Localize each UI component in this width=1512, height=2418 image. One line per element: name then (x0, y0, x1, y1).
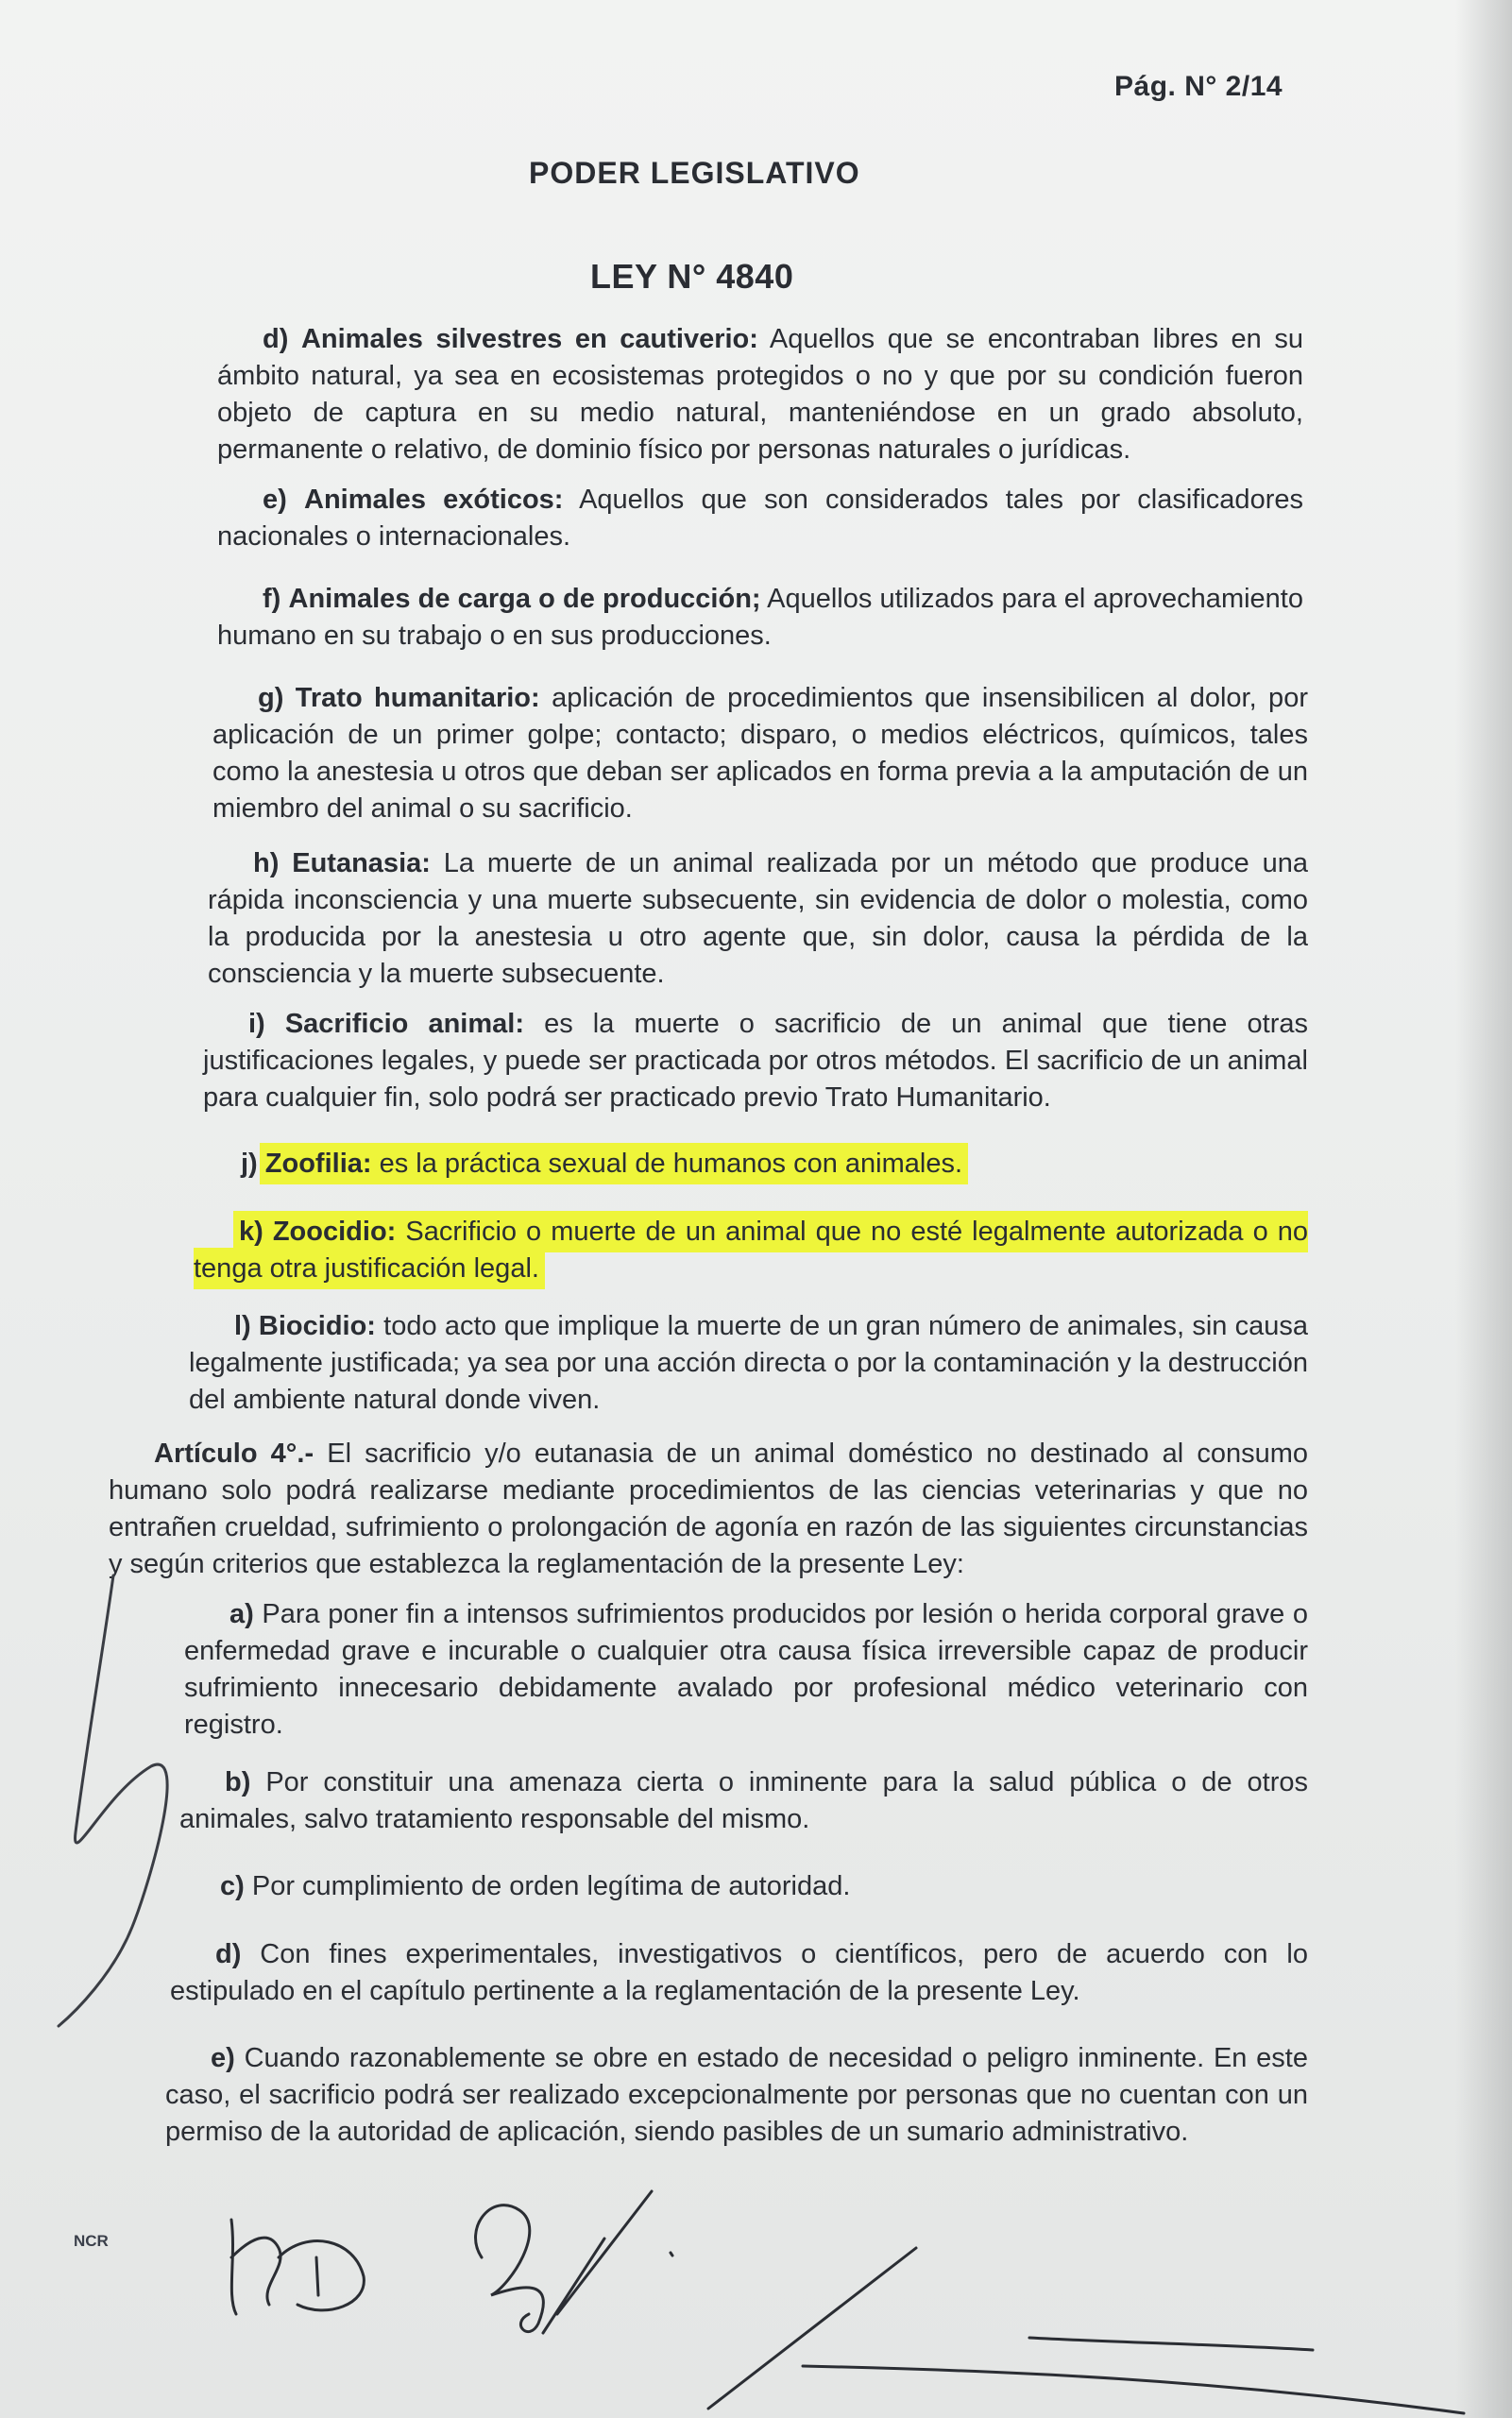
article-item-c: c) Por cumplimiento de orden legítima de autoridad. (220, 1871, 851, 1901)
article-item-b: b) Por constituir una amenaza cierta o inminente para la salud pública o de otros animales, salvo tratamiento responsable del mismo. (179, 1767, 1308, 1834)
signature-initials-left (212, 2201, 382, 2324)
definition-i: i) Sacrificio animal: es la muerte o sacrificio de un animal que tiene otras justificaciones legales, y puede ser practicada por otros métodos. El sacrificio de un animal para cualquier fin, solo podrá ser practicado previo Trato Humanitario. (203, 1009, 1308, 1113)
margin-bracket-mark (47, 1568, 170, 2031)
article-4-intro: Artículo 4°.- El sacrificio y/o eutanasia de un animal doméstico no destinado al consumo humano solo podrá realizarse mediante procedimientos de las ciencias veterinarias y que no entrañen crueldad, sufrimiento o prolongación de agonía en razón de las siguientes circunstancias y según criterios que establezca la reglamentación de la presente Ley: (109, 1439, 1308, 1579)
organization-heading: PODER LEGISLATIVO (529, 156, 860, 190)
definition-g: g) Trato humanitario: aplicación de procedimientos que insensibilicen al dolor, por aplicación de un primer golpe; contacto; disparo, o medios eléctricos, químicos, tales como la anestesia u otros que deban ser aplicados en forma previa a la amputación de un miembro del animal o su sacrificio. (212, 683, 1308, 824)
definition-j: j) Zoofilia: es la práctica sexual de humanos con animales. (241, 1149, 963, 1179)
footer-initials: NCR (74, 2232, 109, 2250)
highlight-mark: k) Zoocidio: Sacrificio o muerte de un animal que no esté legalmente autorizada o no tenga otra justificación legal. (194, 1217, 1308, 1284)
signature-line-right (689, 2229, 1483, 2418)
signature-middle (453, 2172, 680, 2352)
highlight-mark: Zoofilia: es la práctica sexual de humanos con animales. (264, 1149, 963, 1179)
definition-h: h) Eutanasia: La muerte de un animal realizada por un método que produce una rápida inconsciencia y una muerte subsecuente, sin evidencia de dolor o molestia, como la producida por la anestesia u otro agente que, sin dolor, causa la pérdida de la consciencia y la muerte subsecuente. (208, 848, 1308, 989)
page-number: Pág. N° 2/14 (1114, 71, 1283, 102)
page-edge-shadow (1455, 0, 1512, 2418)
definition-f: f) Animales de carga o de producción; Aquellos utilizados para el aprovechamiento humano en su trabajo o en sus producciones. (217, 584, 1303, 651)
definition-e: e) Animales exóticos: Aquellos que son considerados tales por clasificadores nacionales o internacionales. (217, 485, 1303, 552)
article-item-d: d) Con fines experimentales, investigativos o científicos, pero de acuerdo con lo estipulado en el capítulo pertinente a la reglamentación de la presente Ley. (170, 1939, 1309, 2006)
article-item-a: a) Para poner fin a intensos sufrimientos producidos por lesión o herida corporal grave o enfermedad grave e incurable o cualquier otra causa física irreversible capaz de producir sufrimiento innecesario debidamente avalado por profesional médico veterinario con registro. (184, 1599, 1308, 1740)
definition-k (194, 1214, 1308, 1287)
law-title: LEY N° 4840 (590, 257, 794, 296)
article-title: Artículo 4°.- (154, 1439, 314, 1469)
article-item-e: e) Cuando razonablemente se obre en estado de necesidad o peligro inminente. En este caso, el sacrificio podrá ser realizado excepcionalmente por personas que no cuentan con un permiso de la autoridad de aplicación, siendo pasibles de un sumario administrativo. (165, 2043, 1308, 2147)
definition-d: d) Animales silvestres en cautiverio: Aquellos que se encontraban libres en su ámbito natural, ya sea en ecosistemas protegidos o no y que por su condición fueron objeto de captura en su medio natural, manteniéndose en un grado absoluto, permanente o relativo, de dominio físico por personas naturales o jurídicas. (217, 324, 1303, 465)
definition-l: l) Biocidio: todo acto que implique la muerte de un gran número de animales, sin causa legalmente justificada; ya sea por una acción directa o por la contaminación y la destrucción del ambiente natural donde viven. (189, 1311, 1308, 1415)
